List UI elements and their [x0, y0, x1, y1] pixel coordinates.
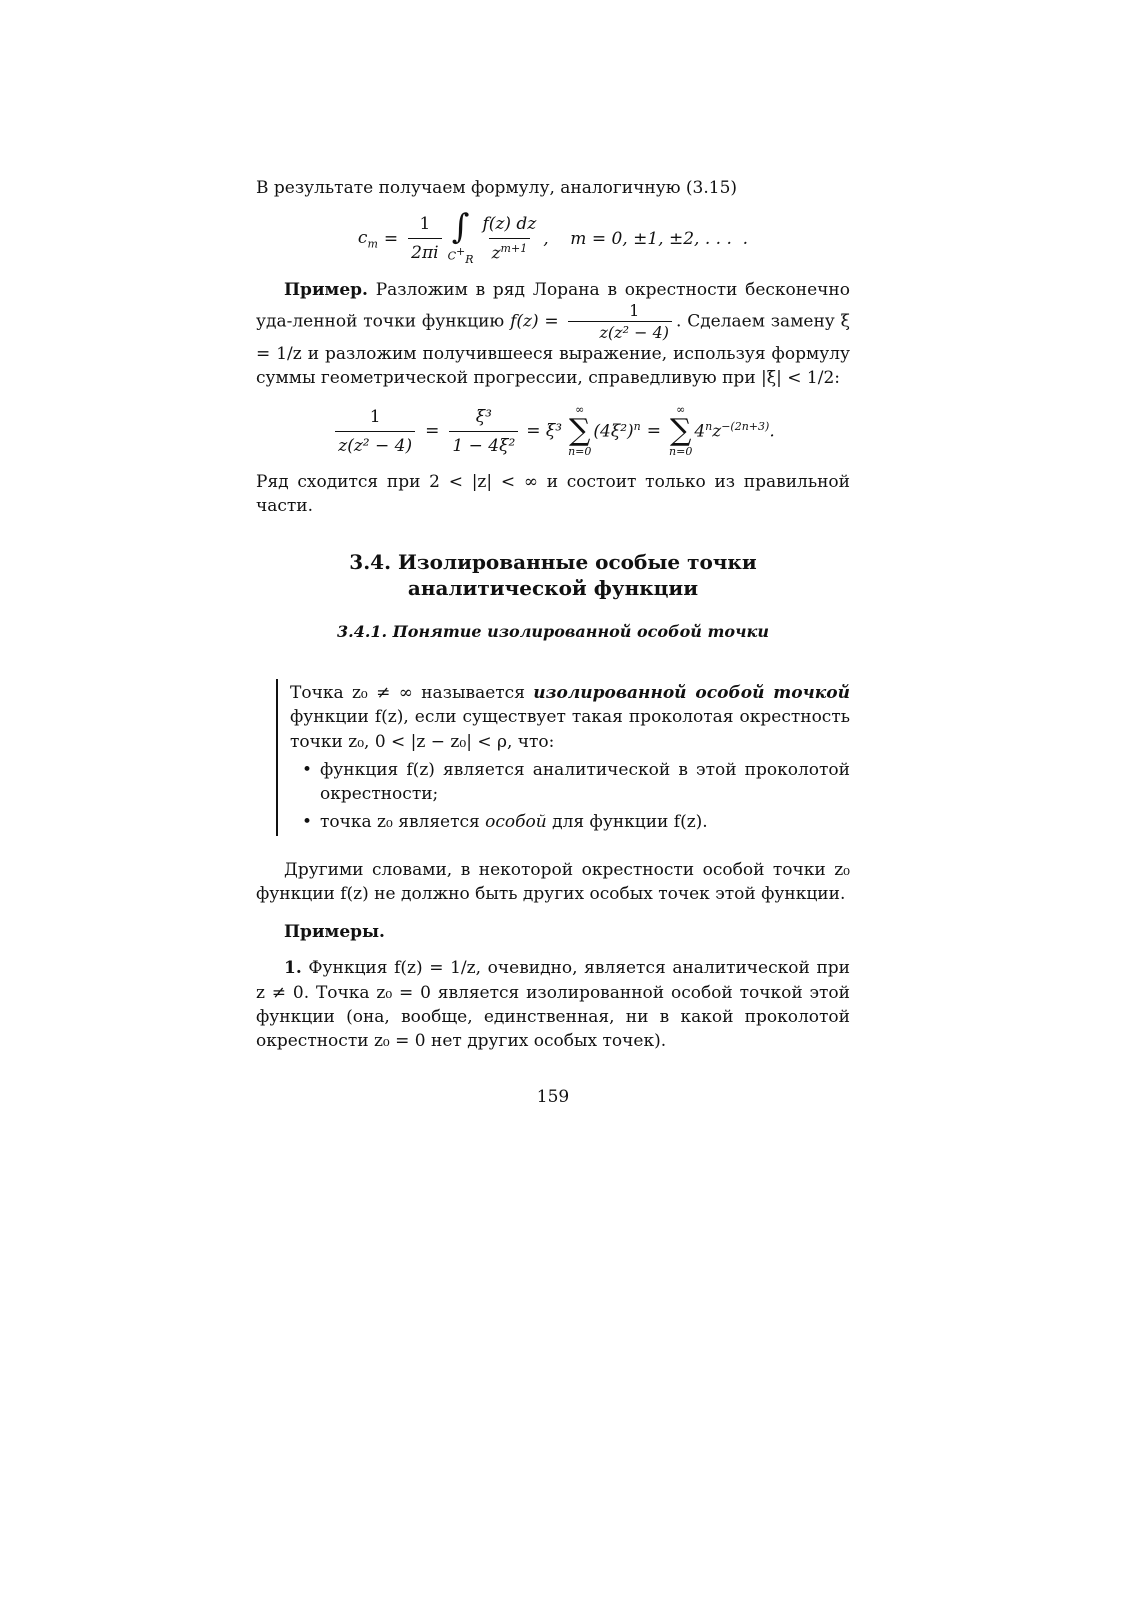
page-content — [256, 176, 850, 1109]
fraction-1 — [335, 405, 415, 458]
sum-2-upper: ∞ — [676, 403, 686, 417]
formula-laurent-coefficients — [256, 207, 850, 267]
example-text-1: Разложим в ряд Лорана в окрестности бесконечно уда-ленной точки функцию — [256, 279, 850, 332]
fraction-1-denominator: z(z² − 4) — [335, 431, 415, 458]
equals-sign: = — [383, 228, 399, 249]
formula-geometric-series — [256, 404, 850, 458]
section-title-line-2: аналитической функции — [407, 575, 699, 600]
example-1-paragraph — [256, 956, 850, 1053]
example-1-number: 1. — [284, 958, 302, 979]
bullet-icon: • — [301, 759, 312, 780]
fraction-2 — [449, 405, 518, 458]
equals-2: = ξ³ — [526, 421, 563, 442]
definition-part-2: функции f(z), если существует такая проколотая окрестность точки z₀, 0 < |z − z₀| < ρ, что: — [290, 707, 850, 752]
fraction-denominator: 2πi — [408, 238, 441, 265]
convergence-text: Ряд сходится при 2 < |z| < ∞ и состоит только из правильной части. — [256, 472, 850, 517]
lhs: $c_m$ — [357, 227, 378, 251]
fraction-one-over-2pi-i — [408, 212, 441, 265]
explanation-paragraph: Другими словами, в некоторой окрестности особой точки z₀ функции f(z) не должно быть других особых точек этой функции. — [256, 860, 850, 905]
example-fraction-denominator: z(z² − 4) — [568, 321, 672, 342]
definition-part-1: Точка z₀ ≠ ∞ называется — [290, 683, 534, 704]
definition-bullet-2 — [290, 810, 850, 834]
example-paragraph — [256, 278, 850, 391]
formula-tail: , m = 0, ±1, ±2, . . . . — [543, 228, 749, 249]
definition-box — [276, 679, 850, 836]
bullet-2-text: точка z₀ является особой для функции f(z). — [320, 811, 708, 832]
contour-integral — [447, 207, 474, 267]
example-text-2: . Сделаем замену ξ = 1/z и разложим получившееся выражение, используя формулу суммы геометрической прогрессии, справедливую при |ξ| < 1/2: — [256, 311, 850, 389]
term-1: $(4\xi^2)^n$ — [593, 419, 641, 442]
sum-1 — [568, 404, 591, 458]
sum-1-upper: ∞ — [575, 403, 585, 417]
sum-1-lower: n=0 — [568, 445, 592, 459]
example-fraction-numerator: 1 — [629, 300, 640, 320]
intro-text: В результате получаем формулу, аналогичную (3.15) — [256, 178, 738, 198]
fraction-numerator: 1 — [419, 214, 431, 235]
equals-3: = — [646, 421, 662, 442]
examples-heading: Примеры. — [284, 922, 385, 943]
bullet-1-text: функция f(z) является аналитической в этой проколотой окрестности; — [320, 759, 850, 804]
fraction-2-numerator: ξ³ — [475, 406, 492, 427]
definition-text — [290, 681, 850, 753]
fraction-2-denominator: 1 − 4ξ² — [449, 431, 518, 458]
example-label: Пример. — [284, 279, 368, 300]
integrand-denominator: $z^{m+1}$ — [489, 238, 531, 266]
sum-1-sign: ∑ — [569, 413, 591, 449]
sum-2-sign: ∑ — [669, 413, 692, 449]
example-fraction — [568, 302, 672, 342]
equals-1: = — [425, 421, 440, 442]
definition-bullet-1 — [290, 758, 850, 806]
example-1-text: Функция f(z) = 1/z, очевидно, является аналитической при z ≠ 0. Точка z₀ = 0 является изолированной особой точкой этой функции (она, вообще, единственная, ни в какой проколотой окрестности z₀ = 0 нет других особых точек). — [256, 958, 850, 1051]
integrand-fraction — [480, 212, 540, 266]
section-title-line-1: 3.4. Изолированные особые точки — [349, 549, 757, 574]
section-heading — [256, 549, 850, 601]
integral-contour: $C^+_R$ — [447, 245, 474, 266]
subsection-heading: 3.4.1. Понятие изолированной особой точки — [337, 621, 769, 641]
page-number: 159 — [536, 1086, 570, 1107]
integrand-numerator: f(z) dz — [482, 213, 537, 234]
sum-2-lower: n=0 — [669, 445, 693, 459]
fraction-1-numerator: 1 — [369, 406, 381, 427]
term-2: $4^nz^{-(2n+3)}$. — [694, 419, 775, 442]
bullet-icon: • — [301, 811, 312, 832]
sum-2 — [669, 404, 692, 458]
definition-term: изолированной особой точкой — [533, 683, 850, 704]
example-function: f(z) = — [510, 311, 559, 332]
integral-sign: ∫ — [451, 207, 470, 248]
